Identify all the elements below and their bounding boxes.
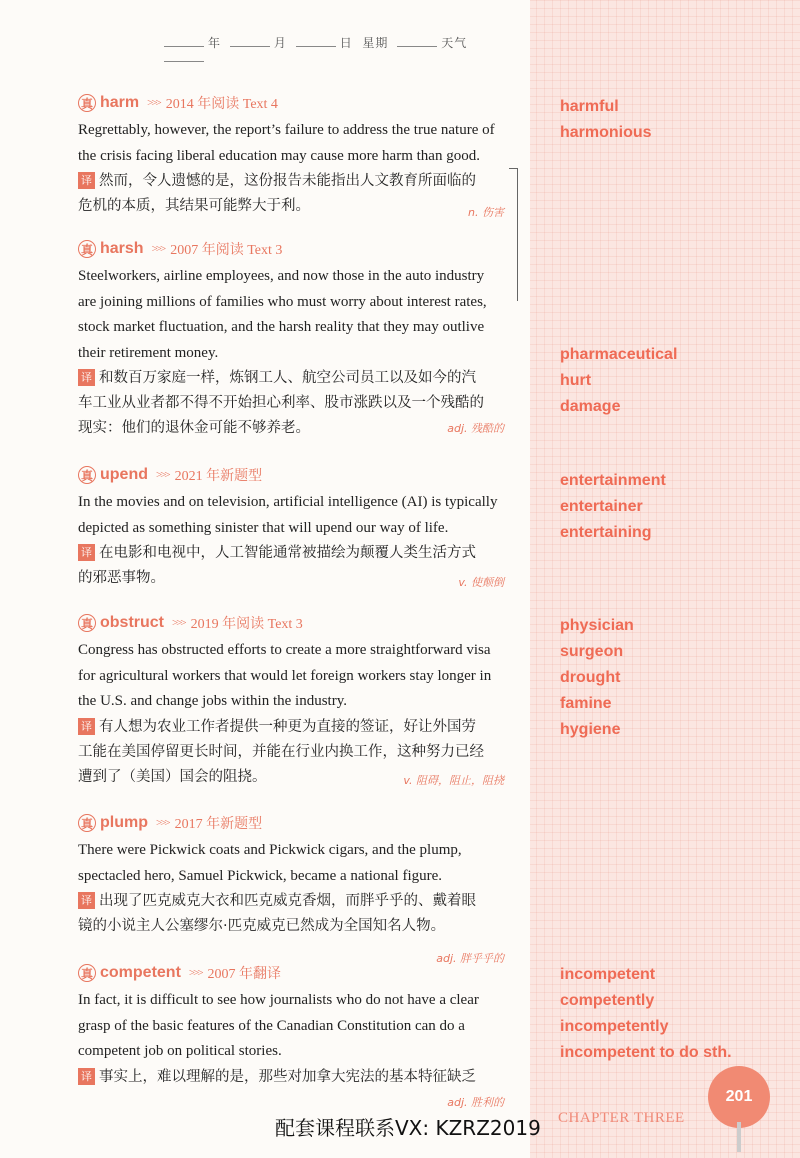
related-word: hygiene — [560, 721, 621, 738]
entry-source: 2007 年阅读 Text 3 — [170, 243, 283, 258]
entry-word: harsh — [100, 240, 144, 257]
english-sentence — [78, 838, 518, 889]
english-sentence — [78, 118, 518, 169]
related-word: incompetent to do sth. — [560, 1044, 732, 1061]
yi-badge: 译 — [78, 892, 95, 909]
zh-line: 的邪恶事物。 — [78, 570, 165, 586]
related-words-harm — [560, 94, 652, 146]
en-line: are joining millions of families who must worry about interest rates, — [78, 293, 487, 310]
english-sentence — [78, 264, 518, 366]
chinese-translation — [78, 889, 518, 939]
header-year: 年 — [208, 36, 222, 50]
tree-trunk-icon — [737, 1122, 741, 1152]
arrow-icon: >>> — [188, 967, 202, 979]
related-words-harsh — [560, 342, 677, 420]
related-word: famine — [560, 695, 612, 712]
entry-source: 2019 年阅读 Text 3 — [190, 617, 303, 632]
entry-gloss: v. 阻碍，阻止，阻挠 — [403, 774, 504, 787]
en-line: competent job on political stories. — [78, 1043, 282, 1059]
en-line: In the movies and on television, artificial intelligence (AI) is typically — [78, 494, 498, 510]
zhen-badge: 真 — [78, 614, 96, 632]
english-sentence — [78, 490, 518, 541]
yi-badge: 译 — [78, 544, 95, 561]
en-line: depicted as something sinister that will upend our way of life. — [78, 519, 449, 536]
related-word: pharmaceutical — [560, 346, 678, 363]
arrow-icon: >>> — [147, 97, 160, 109]
related-word: harmful — [560, 98, 619, 115]
header-weather: 天气 — [441, 36, 468, 50]
en-line: stock market fluctuation, and the harsh reality that they may outlive — [78, 319, 485, 335]
entry-gloss: adj. 胜利的 — [447, 1096, 504, 1109]
zh-line: 事实上，难以理解的是，那些对加拿大宪法的基本特征缺乏 — [99, 1068, 476, 1085]
arrow-icon: >>> — [156, 817, 169, 829]
entry-gloss: adj. 胖乎乎的 — [436, 952, 504, 965]
related-word: competently — [560, 992, 655, 1009]
entry-source: 2014 年阅读 Text 4 — [165, 97, 278, 112]
header-weekday: 星期 — [362, 36, 389, 50]
vocab-entry-obstruct — [78, 612, 518, 790]
vocab-entry-upend — [78, 464, 518, 591]
contact-watermark: 配套课程联系VX: KZRZ2019 — [275, 1116, 541, 1140]
related-words-competent — [560, 962, 732, 1066]
related-word: hurt — [560, 372, 592, 389]
english-sentence — [78, 988, 518, 1065]
zhen-badge: 真 — [78, 466, 96, 484]
arrow-icon: >>> — [151, 243, 165, 255]
related-word: entertainer — [560, 498, 643, 515]
chinese-translation — [78, 541, 518, 591]
entry-source: 2007 年翻译 — [207, 967, 282, 982]
related-word: entertainment — [560, 472, 666, 489]
yi-badge: 译 — [78, 1068, 95, 1085]
entry-source: 2017 年新题型 — [174, 817, 263, 832]
zhen-badge: 真 — [78, 240, 96, 258]
english-sentence — [78, 638, 518, 715]
related-words-upend — [560, 468, 666, 546]
related-word: drought — [560, 669, 621, 686]
en-line: the crisis facing liberal education may cause more harm than good. — [78, 147, 480, 164]
related-word: damage — [560, 398, 621, 415]
zh-line: 和数百万家庭一样，炼钢工人、航空公司员工以及如今的汽 — [99, 370, 476, 386]
en-line: grasp of the basic features of the Canadian Constitution can do a — [78, 1017, 465, 1034]
header-month: 月 — [273, 36, 287, 50]
arrow-icon: >>> — [172, 617, 185, 629]
en-line: Congress has obstructed efforts to create a more straightforward visa — [78, 642, 491, 658]
zh-line: 出现了匹克威克大衣和匹克威克香烟，而胖乎乎的、戴着眼 — [99, 893, 476, 909]
entry-word: upend — [100, 466, 148, 483]
zh-line: 现实：他们的退休金可能不够养老。 — [78, 420, 310, 436]
related-words-obstruct — [560, 613, 634, 743]
zh-line: 遭到了（美国）国会的阻挠。 — [78, 768, 267, 785]
en-line: spectacled hero, Samuel Pickwick, became a national figure. — [78, 867, 443, 884]
zh-line: 然而，令人遗憾的是，这份报告未能指出人文教育所面临的 — [99, 173, 476, 189]
en-line: Regrettably, however, the report’s failure to address the true nature of — [78, 122, 495, 138]
zh-line: 在电影和电视中，人工智能通常被描绘为颠覆人类生活方式 — [99, 545, 476, 561]
en-line: for agricultural workers that would let foreign workers stay longer in — [78, 667, 492, 684]
entry-source: 2021 年新题型 — [174, 469, 263, 484]
entry-gloss: adj. 残酷的 — [447, 422, 504, 435]
related-word: incompetently — [560, 1018, 669, 1035]
zh-line: 车工业从业者都不得不开始担心利率、股市涨跌以及一个残酷的 — [78, 395, 484, 411]
en-line: In fact, it is difficult to see how journalists who do not have a clear — [78, 992, 479, 1008]
zh-line: 工能在美国停留更长时间，并能在行业内换工作，这种努力已经 — [78, 743, 484, 760]
zhen-badge: 真 — [78, 94, 96, 112]
zh-line: 有人想为农业工作者提供一种更为直接的签证，好让外国劳 — [99, 718, 476, 735]
vocab-entry-harm — [78, 92, 518, 219]
entry-word: plump — [100, 814, 148, 831]
entry-word: obstruct — [100, 614, 164, 631]
chinese-translation — [78, 1065, 518, 1090]
zh-line: 危机的本质，其结果可能弊大于利。 — [78, 198, 310, 214]
page-number-badge: 201 — [708, 1066, 770, 1128]
arrow-icon: >>> — [156, 469, 169, 481]
zhen-badge: 真 — [78, 964, 96, 982]
yi-badge: 译 — [78, 369, 95, 386]
related-word: surgeon — [560, 643, 624, 660]
header-day: 日 — [339, 36, 353, 50]
date-header — [160, 34, 520, 65]
en-line: There were Pickwick coats and Pickwick cigars, and the plump, — [78, 842, 462, 858]
related-word: physician — [560, 617, 634, 634]
chinese-translation — [78, 169, 518, 219]
related-word: incompetent — [560, 966, 656, 983]
vocab-entry-harsh — [78, 238, 518, 441]
vocab-entry-competent — [78, 962, 518, 1109]
vocab-entry-plump — [78, 812, 518, 965]
related-word: entertaining — [560, 524, 652, 541]
zhen-badge: 真 — [78, 814, 96, 832]
entry-gloss: n. 伤害 — [468, 206, 504, 219]
yi-badge: 译 — [78, 172, 95, 189]
en-line: Steelworkers, airline employees, and now those in the auto industry — [78, 268, 485, 284]
entry-word: harm — [100, 94, 140, 111]
en-line: their retirement money. — [78, 344, 219, 361]
yi-badge: 译 — [78, 718, 95, 735]
related-word: harmonious — [560, 124, 652, 141]
en-line: the U.S. and change jobs within the industry. — [78, 693, 347, 709]
chapter-label: CHAPTER THREE — [558, 1110, 685, 1126]
zh-line: 镜的小说主人公塞缪尔·匹克威克已然成为全国知名人物。 — [78, 918, 446, 934]
entry-gloss: v. 使颠倒 — [458, 576, 504, 589]
entry-word: competent — [100, 964, 181, 981]
